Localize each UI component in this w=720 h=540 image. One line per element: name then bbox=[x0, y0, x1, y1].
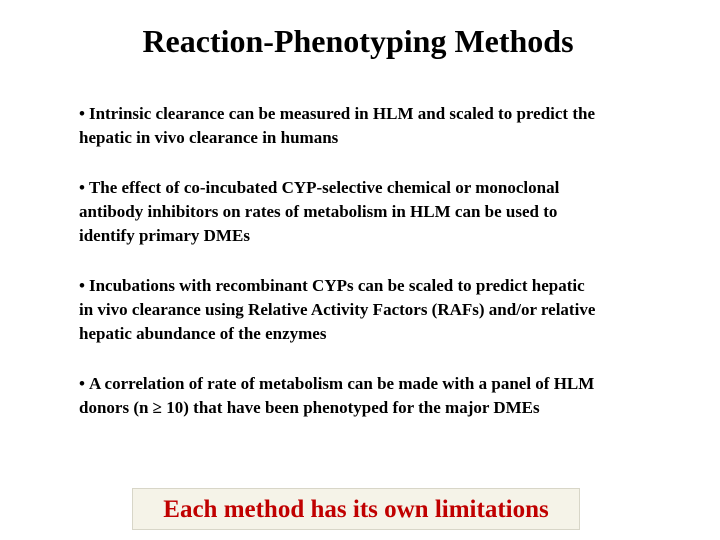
bullet-marker: • bbox=[79, 276, 85, 295]
bullet-text: The effect of co-incubated CYP-selective chemical or monoclonal antibody inhibitors on rates of metabolism in HLM can be used to identify primary DMEs bbox=[79, 178, 560, 245]
bullet-list bbox=[79, 102, 599, 446]
bullet-marker: • bbox=[79, 178, 85, 197]
bullet-item bbox=[79, 372, 599, 420]
slide-title: Reaction-Phenotyping Methods bbox=[142, 23, 574, 59]
bullet-marker: • bbox=[79, 104, 85, 123]
bullet-item bbox=[79, 274, 599, 346]
bullet-marker: • bbox=[79, 374, 85, 393]
limitations-callout: Each method has its own limitations bbox=[132, 488, 580, 530]
bullet-item bbox=[79, 176, 599, 248]
bullet-text: Incubations with recombinant CYPs can be scaled to predict hepatic in vivo clearance using Relative Activity Factors (RAFs) and/or relative hepatic abundance of the enzymes bbox=[79, 276, 596, 343]
bullet-text: A correlation of rate of metabolism can be made with a panel of HLM donors (n ≥ 10) that have been phenotyped for the major DMEs bbox=[79, 374, 595, 417]
bullet-item bbox=[79, 102, 599, 150]
bullet-text: Intrinsic clearance can be measured in HLM and scaled to predict the hepatic in vivo clearance in humans bbox=[79, 104, 595, 147]
